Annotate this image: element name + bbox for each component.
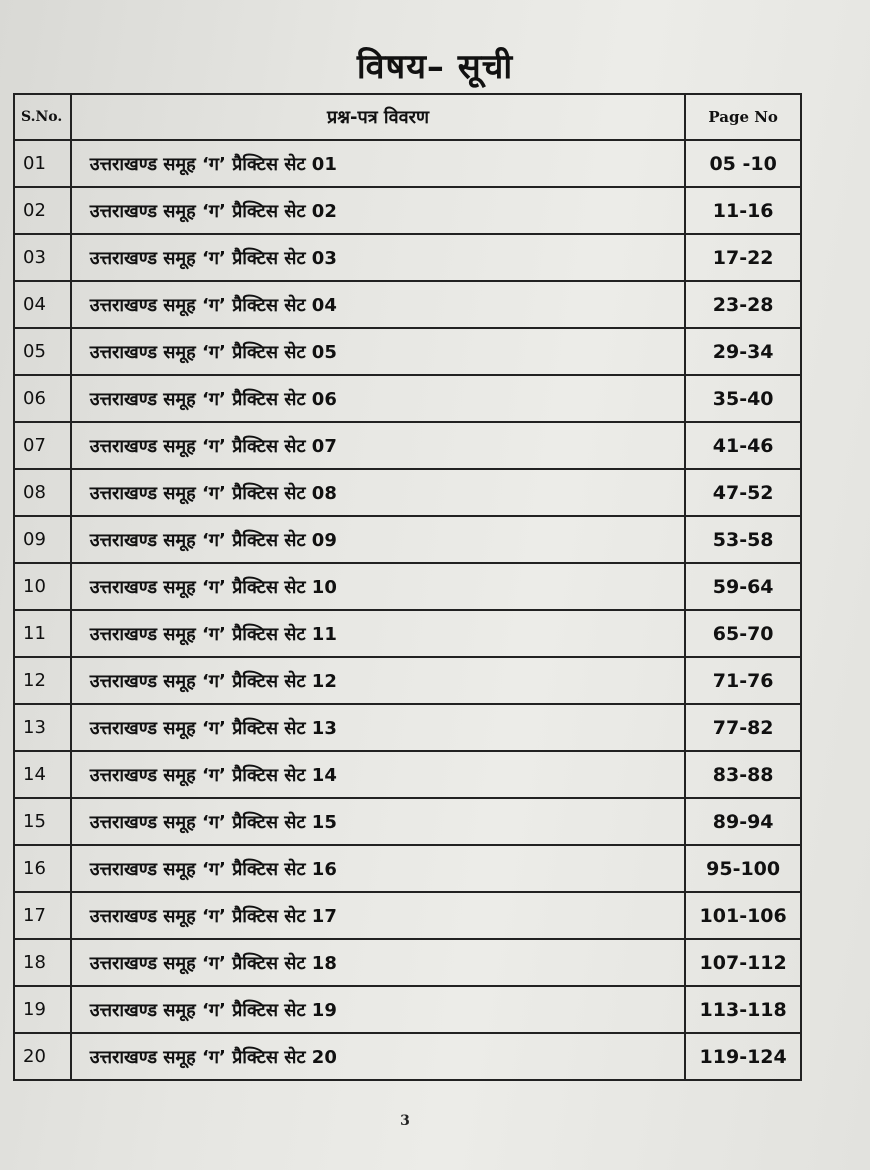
table-row [14, 751, 801, 798]
row-page-range: 41-46 [685, 422, 801, 469]
table-row [14, 516, 801, 563]
table-row [14, 657, 801, 704]
row-page-range: 59-64 [685, 563, 801, 610]
contents-table [13, 93, 802, 1081]
table-row [14, 328, 801, 375]
row-description: उत्तराखण्ड समूह ‘ग’ प्रैक्टिस सेट 12 [71, 657, 686, 704]
row-description: उत्तराखण्ड समूह ‘ग’ प्रैक्टिस सेट 14 [71, 751, 686, 798]
row-sno: 04 [14, 281, 71, 328]
row-sno: 12 [14, 657, 71, 704]
row-page-range: 89-94 [685, 798, 801, 845]
row-page-range: 107-112 [685, 939, 801, 986]
row-description: उत्तराखण्ड समूह ‘ग’ प्रैक्टिस सेट 13 [71, 704, 686, 751]
row-sno: 07 [14, 422, 71, 469]
table-row [14, 845, 801, 892]
row-page-range: 11-16 [685, 187, 801, 234]
table-row [14, 704, 801, 751]
row-sno: 10 [14, 563, 71, 610]
row-page-range: 101-106 [685, 892, 801, 939]
row-page-range: 95-100 [685, 845, 801, 892]
row-page-range: 47-52 [685, 469, 801, 516]
table-row [14, 610, 801, 657]
row-description: उत्तराखण्ड समूह ‘ग’ प्रैक्टिस सेट 07 [71, 422, 686, 469]
row-page-range: 29-34 [685, 328, 801, 375]
row-description: उत्तराखण्ड समूह ‘ग’ प्रैक्टिस सेट 08 [71, 469, 686, 516]
table-row [14, 798, 801, 845]
row-sno: 11 [14, 610, 71, 657]
row-sno: 02 [14, 187, 71, 234]
row-page-range: 35-40 [685, 375, 801, 422]
page-number: 3 [400, 1113, 410, 1129]
page-title: विषय– सूची [356, 47, 514, 87]
row-description: उत्तराखण्ड समूह ‘ग’ प्रैक्टिस सेट 02 [71, 187, 686, 234]
row-sno: 16 [14, 845, 71, 892]
table-row [14, 563, 801, 610]
table-row [14, 892, 801, 939]
row-page-range: 71-76 [685, 657, 801, 704]
row-sno: 08 [14, 469, 71, 516]
row-sno: 19 [14, 986, 71, 1033]
row-sno: 20 [14, 1033, 71, 1080]
row-description: उत्तराखण्ड समूह ‘ग’ प्रैक्टिस सेट 16 [71, 845, 686, 892]
row-description: उत्तराखण्ड समूह ‘ग’ प्रैक्टिस सेट 04 [71, 281, 686, 328]
row-description: उत्तराखण्ड समूह ‘ग’ प्रैक्टिस सेट 06 [71, 375, 686, 422]
row-description: उत्तराखण्ड समूह ‘ग’ प्रैक्टिस सेट 15 [71, 798, 686, 845]
table-row [14, 140, 801, 187]
table-row [14, 422, 801, 469]
row-sno: 17 [14, 892, 71, 939]
table-row [14, 281, 801, 328]
row-page-range: 53-58 [685, 516, 801, 563]
row-description: उत्तराखण्ड समूह ‘ग’ प्रैक्टिस सेट 10 [71, 563, 686, 610]
row-description: उत्तराखण्ड समूह ‘ग’ प्रैक्टिस सेट 09 [71, 516, 686, 563]
row-description: उत्तराखण्ड समूह ‘ग’ प्रैक्टिस सेट 20 [71, 1033, 686, 1080]
row-description: उत्तराखण्ड समूह ‘ग’ प्रैक्टिस सेट 05 [71, 328, 686, 375]
table-row [14, 375, 801, 422]
row-sno: 05 [14, 328, 71, 375]
table-row [14, 469, 801, 516]
row-description: उत्तराखण्ड समूह ‘ग’ प्रैक्टिस सेट 11 [71, 610, 686, 657]
row-description: उत्तराखण्ड समूह ‘ग’ प्रैक्टिस सेट 17 [71, 892, 686, 939]
table-row [14, 939, 801, 986]
row-description: उत्तराखण्ड समूह ‘ग’ प्रैक्टिस सेट 19 [71, 986, 686, 1033]
row-page-range: 119-124 [685, 1033, 801, 1080]
row-description: उत्तराखण्ड समूह ‘ग’ प्रैक्टिस सेट 03 [71, 234, 686, 281]
row-page-range: 83-88 [685, 751, 801, 798]
row-page-range: 113-118 [685, 986, 801, 1033]
row-description: उत्तराखण्ड समूह ‘ग’ प्रैक्टिस सेट 01 [71, 140, 686, 187]
row-page-range: 05 -10 [685, 140, 801, 187]
row-sno: 14 [14, 751, 71, 798]
row-sno: 15 [14, 798, 71, 845]
row-sno: 09 [14, 516, 71, 563]
row-sno: 03 [14, 234, 71, 281]
header-page-no: Page No [685, 94, 801, 140]
table-header-row [14, 94, 801, 140]
header-description: प्रश्न-पत्र विवरण [71, 94, 686, 140]
row-page-range: 65-70 [685, 610, 801, 657]
row-page-range: 77-82 [685, 704, 801, 751]
row-page-range: 23-28 [685, 281, 801, 328]
row-sno: 01 [14, 140, 71, 187]
header-sno: S.No. [14, 94, 71, 140]
row-description: उत्तराखण्ड समूह ‘ग’ प्रैक्टिस सेट 18 [71, 939, 686, 986]
row-sno: 13 [14, 704, 71, 751]
table-row [14, 1033, 801, 1080]
row-sno: 18 [14, 939, 71, 986]
row-sno: 06 [14, 375, 71, 422]
row-page-range: 17-22 [685, 234, 801, 281]
table-row [14, 234, 801, 281]
table-body [14, 140, 801, 1080]
table-row [14, 187, 801, 234]
table-row [14, 986, 801, 1033]
